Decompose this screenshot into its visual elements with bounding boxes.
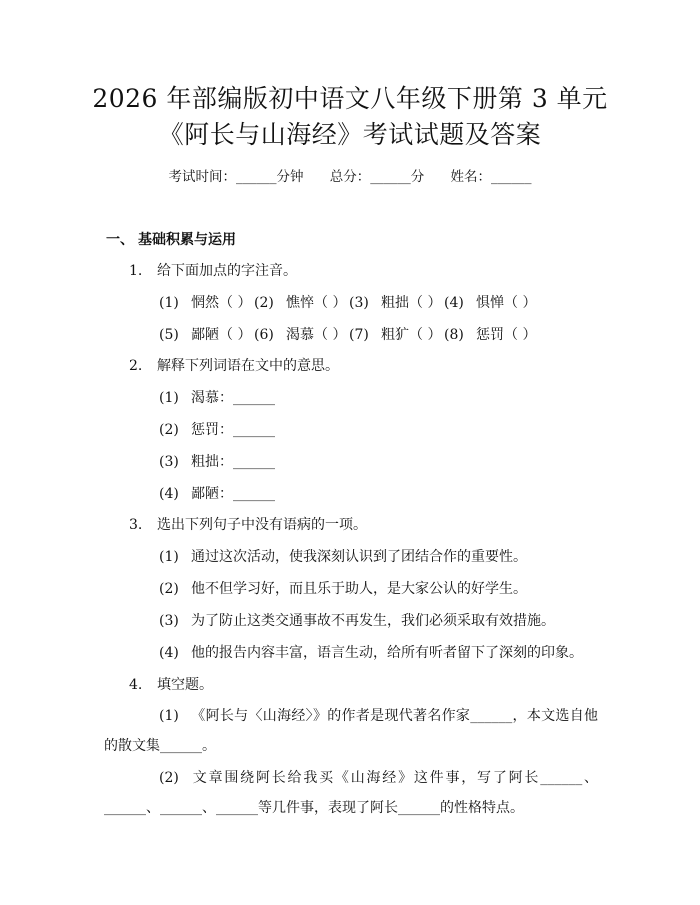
choice-item: (4) 他的报告内容丰富，语言生动，给所有听者留下了深刻的印象。 [159,645,583,661]
pinyin-item: (2) 憔悴（ ） [254,295,347,311]
question-4 [129,676,213,694]
fill-blank-paragraph-2: (2) 文章围绕阿长给我买《山海经》这件事，写了阿长______、______、______、______等几件事，表现了阿长______的性格特点。 [104,770,598,816]
exam-meta [0,168,700,186]
question-number: 1. [129,263,143,279]
pinyin-item: (4) 惧惮（ ） [444,295,537,311]
question-text: 选出下列句子中没有语病的一项。 [157,517,367,533]
question-1 [129,262,297,280]
question-number: 4. [129,677,143,693]
choice-item: (2) 他不但学习好，而且乐于助人，是大家公认的好学生。 [159,581,527,597]
section-number: 一、 [106,232,134,248]
exam-title-line-1: 2026 年部编版初中语文八年级下册第 3 单元 [92,84,608,113]
definition-item: (2) 惩罚：______ [159,422,275,438]
question-3 [129,516,367,534]
pinyin-item: (5) 鄙陋（ ） [159,327,252,343]
exam-title-line-2: 《阿长与山海经》考试试题及答案 [158,120,542,149]
definition-item: (4) 鄙陋：______ [159,486,275,502]
definition-item: (1) 渴慕：______ [159,390,275,406]
section-heading [106,231,236,249]
pinyin-item: (1) 惘然（ ） [159,295,252,311]
definition-item: (3) 粗拙：______ [159,454,275,470]
section-title: 基础积累与运用 [138,232,236,248]
fill-blank-paragraph-1: (1) 《阿长与〈山海经〉》的作者是现代著名作家______，本文选自他的散文集______。 [104,708,598,754]
total-score-field: 总分：______分 [329,169,425,185]
question-text: 给下面加点的字注音。 [157,263,297,279]
pinyin-item: (3) 粗拙（ ） [349,295,442,311]
question-text: 填空题。 [157,677,213,693]
pinyin-item: (6) 渴慕（ ） [254,327,347,343]
pinyin-item: (8) 惩罚（ ） [444,327,537,343]
pinyin-row-2 [159,326,539,344]
question-text: 解释下列词语在文中的意思。 [157,358,339,374]
student-name-field: 姓名：______ [450,169,532,185]
question-number: 2. [129,358,143,374]
choice-item: (1) 通过这次活动，使我深刻认识到了团结合作的重要性。 [159,549,527,565]
pinyin-row-1 [159,294,539,312]
exam-time-field: 考试时间：______分钟 [168,169,304,185]
choice-item: (3) 为了防止这类交通事故不再发生，我们必须采取有效措施。 [159,613,555,629]
question-number: 3. [129,517,143,533]
pinyin-item: (7) 粗犷（ ） [349,327,442,343]
question-2 [129,357,339,375]
